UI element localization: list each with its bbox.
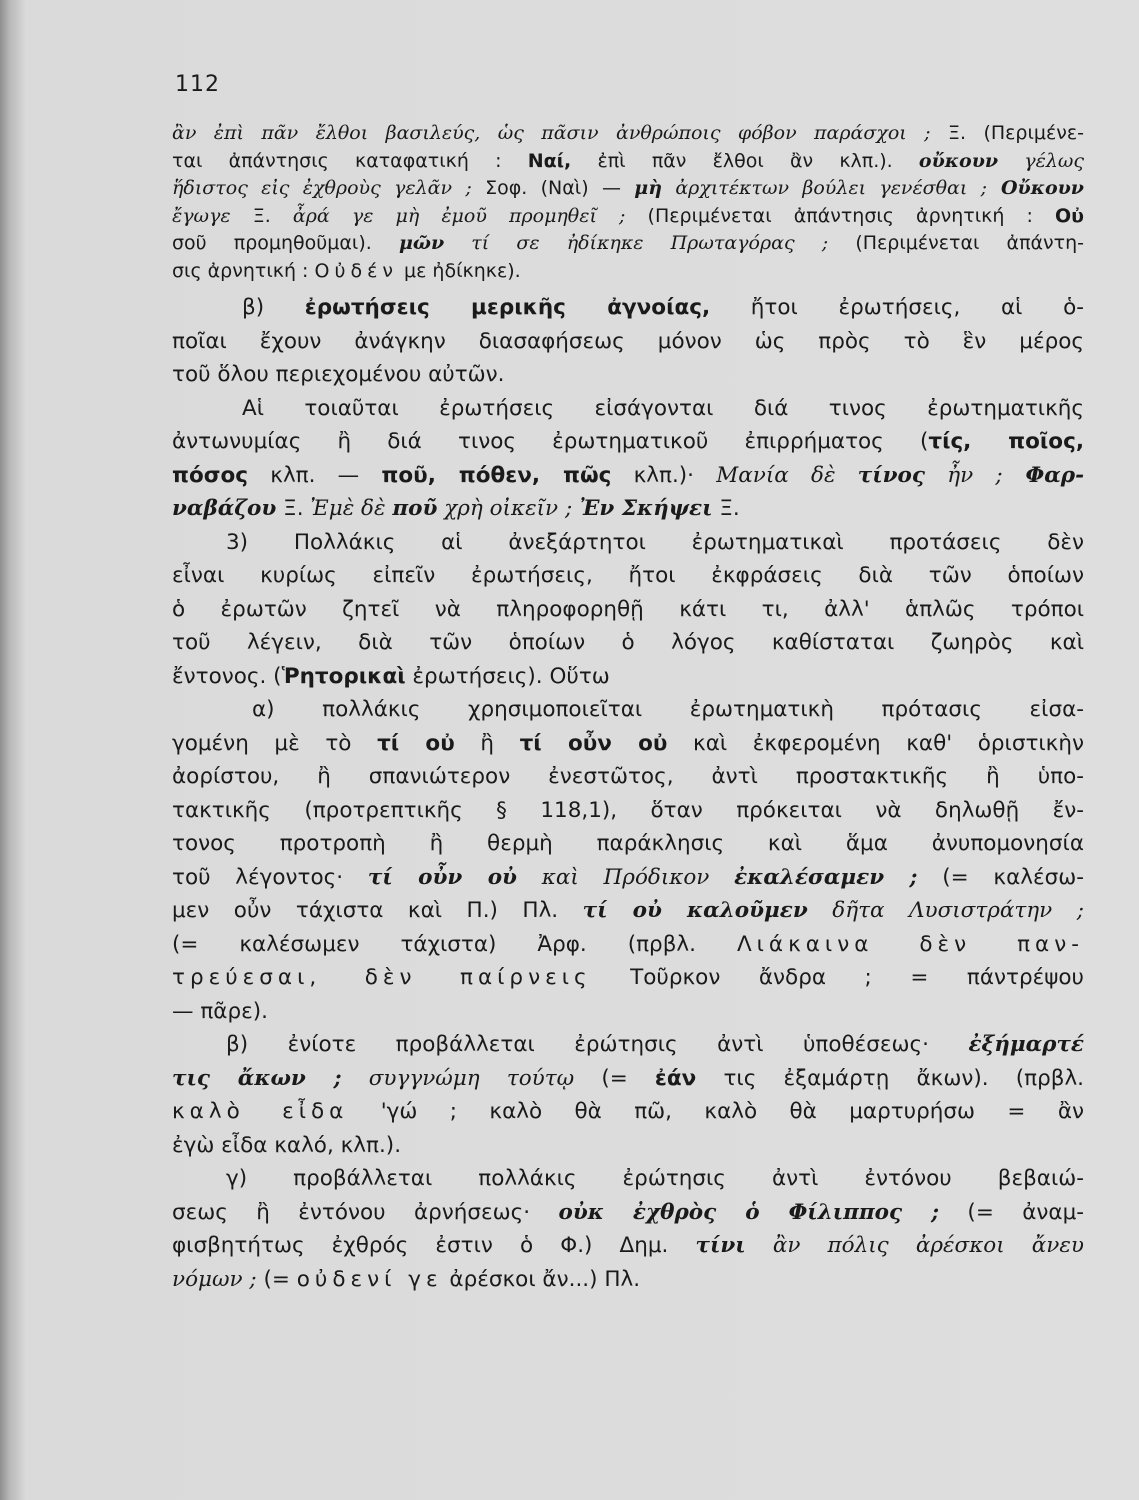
text-segment: Οὐδέν xyxy=(314,259,398,282)
text-segment: σοῦ προμηθοῦμαι). xyxy=(172,232,399,254)
text-segment: μῶν xyxy=(398,232,445,254)
text-segment: (= ἀναμ- xyxy=(939,1199,1084,1225)
text-segment: μὴ xyxy=(634,177,663,199)
text-segment: τονος προτροπὴ ἢ θερμὴ παράκλησις καὶ ἅμα ἀνυπομονησία xyxy=(172,831,1084,856)
text-line xyxy=(172,120,1084,148)
text-segment: τίνι xyxy=(695,1233,746,1258)
text-segment: γομένη μὲ τὸ xyxy=(172,730,378,756)
text-segment: (= xyxy=(256,1266,297,1292)
text-line xyxy=(172,593,1084,627)
text-segment: καὶ ἐκφερομένη καθ' ὁριστικὴν xyxy=(667,730,1084,756)
text-segment: ἂν πόλις ἀρέσκοι ἄνευ xyxy=(745,1233,1084,1258)
text-segment: ται ἀπάντησις καταφατική : xyxy=(172,149,528,172)
text-segment: φισβητήτως ἐχθρός ἐστιν ὁ Φ.) Δημ. xyxy=(172,1233,696,1258)
text-segment: πόσος xyxy=(172,462,249,488)
text-segment: Ἐν Σκήψει xyxy=(572,496,713,521)
text-segment: ἀρχιτέκτων βούλει γενέσθαι ; xyxy=(662,177,988,199)
text-line xyxy=(172,1062,1084,1096)
text-segment: με ἠδίκηκε). xyxy=(397,259,521,282)
text-line xyxy=(172,1263,1084,1297)
text-line xyxy=(172,526,1084,560)
text-segment: οὐκ ἐχθρὸς ὁ Φίλιππος ; xyxy=(558,1199,940,1225)
text-segment: ἤτοι ἐρωτήσεις, αἱ ὁ- xyxy=(710,295,1084,320)
text-segment: κλπ. — xyxy=(248,462,382,488)
text-line xyxy=(172,727,1084,761)
text-segment: ἔγωγε xyxy=(172,204,231,227)
text-segment: — πᾶρε). xyxy=(172,998,268,1024)
text-segment: ὁ ἐρωτῶν ζητεῖ νὰ πληροφορηθῇ κάτι τι, ἀλλ' ἁπλῶς τρόποι xyxy=(172,596,1084,622)
text-segment: (Περιμένεται ἀπάντησις ἀρνητική : xyxy=(625,204,1056,227)
text-segment: ἐρωτήσεις μερικῆς ἀγνοίας, xyxy=(304,295,711,320)
text-segment: ἐάν xyxy=(654,1065,697,1091)
text-segment: Ῥητορικαὶ xyxy=(281,663,406,689)
text-line xyxy=(172,1162,1084,1196)
text-segment: ἂν ἐπὶ πᾶν ἔλθοι βασιλεύς, ὡς πᾶσιν ἀνθρώποις φόβον παράσχοι ; xyxy=(172,122,931,144)
text-line xyxy=(172,148,1084,176)
text-segment: Ξ. (Περιμένε- xyxy=(930,122,1084,144)
text-line xyxy=(172,827,1084,861)
text-line xyxy=(172,794,1084,828)
text-line xyxy=(172,961,1084,995)
text-segment: τις ἄκων ; xyxy=(172,1065,342,1091)
text-line xyxy=(172,291,1084,325)
text-segment: τοῦ λέγειν, διὰ τῶν ὁποίων ὁ λόγος καθίσταται ζωηρὸς καὶ xyxy=(172,630,1084,655)
text-segment: (= καλέσωμεν τάχιστα) Ἀρφ. (πρβλ. xyxy=(172,931,737,957)
text-segment: τοῦ ὅλου περιεχομένου αὐτῶν. xyxy=(172,362,505,387)
text-line xyxy=(172,928,1084,962)
page-body-text xyxy=(172,120,1084,1296)
text-segment: Μανία δὲ xyxy=(716,462,858,488)
text-line xyxy=(172,425,1084,459)
text-segment: Ἐμὲ δὲ xyxy=(310,496,393,521)
text-segment: Ξ. xyxy=(276,496,311,521)
text-segment: β) xyxy=(242,295,305,320)
text-segment: Ξ. xyxy=(712,496,740,521)
text-line xyxy=(172,995,1084,1029)
text-line xyxy=(172,559,1084,593)
text-segment: Φαρ- xyxy=(1002,462,1084,488)
text-line xyxy=(172,1129,1084,1163)
text-segment: τις ἐξαμάρτῃ ἄκων). (πρβλ. xyxy=(696,1065,1084,1091)
text-segment: οὐδενί γε xyxy=(296,1266,443,1292)
text-segment: Αἱ τοιαῦται ἐρωτήσεις εἰσάγονται διά τινος ἐρωτηματικῆς xyxy=(242,395,1084,421)
text-segment: τί σε ἠδίκηκε Πρωταγόρας ; xyxy=(444,232,829,254)
text-segment: τακτικῆς (προτρεπτικῆς § 118,1), ὅταν πρόκειται νὰ δηλωθῇ ἔν- xyxy=(172,797,1084,823)
text-segment: β) ἐνίοτε προβάλλεται ἐρώτησις ἀντὶ ὑποθέσεως· xyxy=(226,1032,969,1057)
text-segment: ἦν ; xyxy=(924,462,1003,488)
text-segment: ἀορίστου, ἢ σπανιώτερον ἐνεστῶτος, ἀντὶ προστακτικῆς ἢ ὑπο- xyxy=(172,764,1084,789)
text-segment: ἢ xyxy=(454,730,520,756)
text-segment: ἥδιστος εἰς ἐχθροὺς γελᾶν ; xyxy=(172,177,472,199)
text-line xyxy=(172,492,1084,526)
text-segment: ἐπὶ πᾶν ἔλθοι ἂν κλπ.). xyxy=(571,149,919,172)
text-segment: καὶ Πρόδικον xyxy=(516,864,735,890)
text-line xyxy=(172,230,1084,258)
text-segment: σεως ἢ ἐντόνου ἀρνήσεως· xyxy=(172,1199,559,1225)
text-segment: τί οὖν οὐ xyxy=(519,730,668,756)
text-segment: τοῦ λέγοντος· xyxy=(172,864,368,890)
text-segment: συγγνώμη τούτῳ xyxy=(341,1065,575,1091)
text-line xyxy=(172,894,1084,928)
text-segment: ἆρά γε μὴ ἐμοῦ προμηθεῖ ; xyxy=(292,204,626,227)
text-segment: Οὔκουν xyxy=(987,177,1084,199)
text-segment: τίνος xyxy=(857,462,925,488)
text-line xyxy=(172,175,1084,203)
text-line xyxy=(172,660,1084,694)
text-segment: ποῖαι ἔχουν ἀνάγκην διασαφήσεως μόνον ὡς πρὸς τὸ ἓν μέρος xyxy=(172,328,1084,354)
text-line xyxy=(172,861,1084,895)
text-line xyxy=(172,258,1084,286)
text-segment: γ) προβάλλεται πολλάκις ἐρώτησις ἀντὶ ἐντόνου βεβαιώ- xyxy=(226,1166,1084,1191)
text-segment: καλὸ εἶδα xyxy=(172,1099,349,1124)
text-line xyxy=(172,325,1084,359)
text-line xyxy=(172,760,1084,794)
text-segment: (Περιμένεται ἀπάντη- xyxy=(828,232,1084,254)
text-segment: οὔκουν xyxy=(918,149,999,172)
text-segment: ἐρωτήσεις). Οὕτω xyxy=(405,663,610,689)
text-segment: (= xyxy=(574,1065,655,1091)
text-segment: ἐγὼ εἶδα καλό, κλπ.). xyxy=(172,1132,402,1158)
text-line xyxy=(172,1196,1084,1230)
text-line xyxy=(172,459,1084,493)
text-segment: Οὐ xyxy=(1055,204,1084,227)
text-line xyxy=(172,1095,1084,1129)
text-segment: α) πολλάκις χρησιμοποιεῖται ἐρωτηματικὴ πρότασις εἰσα- xyxy=(252,697,1084,722)
text-segment: ἐξήμαρτέ xyxy=(968,1032,1084,1057)
text-segment: Τοῦρκον ἄνδρα ; = πάντρέψου xyxy=(591,965,1084,990)
text-segment: ἀντωνυμίας ἢ διά τινος ἐρωτηματικοῦ ἐπιρρήματος ( xyxy=(172,429,929,454)
text-segment: εἶναι κυρίως εἰπεῖν ἐρωτήσεις, ἤτοι ἐκφράσεις διὰ τῶν ὁποίων xyxy=(172,563,1084,588)
text-segment: μεν οὖν τάχιστα καὶ Π.) Πλ. xyxy=(172,898,583,923)
text-line xyxy=(172,1229,1084,1263)
page-number: 112 xyxy=(175,72,220,97)
text-line xyxy=(172,693,1084,727)
text-segment: νόμων ; xyxy=(172,1266,257,1292)
text-segment: τί οὐ καλοῦμεν xyxy=(582,898,808,923)
text-segment: (= καλέσω- xyxy=(917,864,1084,890)
text-segment: γέλως xyxy=(998,149,1084,172)
text-segment: τίς, ποῖος, xyxy=(928,429,1084,454)
text-segment: τί οὐ xyxy=(377,730,455,756)
text-segment: 'γώ ; καλὸ θὰ πῶ, καλὸ θὰ μαρτυρήσω = ἂν xyxy=(348,1099,1084,1124)
text-segment: σις ἀρνητική : xyxy=(172,259,315,282)
text-segment: ἐκαλέσαμεν ; xyxy=(734,864,918,890)
text-line xyxy=(172,358,1084,392)
text-segment: κλπ.)· xyxy=(611,462,717,488)
text-segment: ναβάζου xyxy=(172,496,277,521)
text-segment: Λιάκαινα δὲν παν- xyxy=(736,931,1084,957)
text-line xyxy=(172,1028,1084,1062)
text-segment: χρὴ οἰκεῖν ; xyxy=(437,496,573,521)
text-segment: Σοφ. (Ναὶ) — xyxy=(471,177,635,199)
text-line xyxy=(172,203,1084,231)
text-segment: Ξ. xyxy=(230,204,293,227)
text-line xyxy=(172,392,1084,426)
text-segment: ποῦ xyxy=(392,496,438,521)
text-segment: ἀρέσκοι ἄν...) Πλ. xyxy=(442,1266,641,1292)
text-segment: ἔντονος. ( xyxy=(172,663,282,689)
text-segment: Ναί, xyxy=(527,149,572,172)
text-segment: ποῦ, πόθεν, πῶς xyxy=(381,462,612,488)
text-line xyxy=(172,626,1084,660)
text-segment: 3) Πολλάκις αἱ ἀνεξάρτητοι ἐρωτηματικαὶ προτάσεις δὲν xyxy=(226,529,1084,555)
text-segment: τρεύεσαι, δὲν παίρνεις xyxy=(172,965,592,990)
text-segment: τί οὖν οὐ xyxy=(367,864,517,890)
text-segment: δῆτα Λυσιστράτην ; xyxy=(807,898,1084,923)
